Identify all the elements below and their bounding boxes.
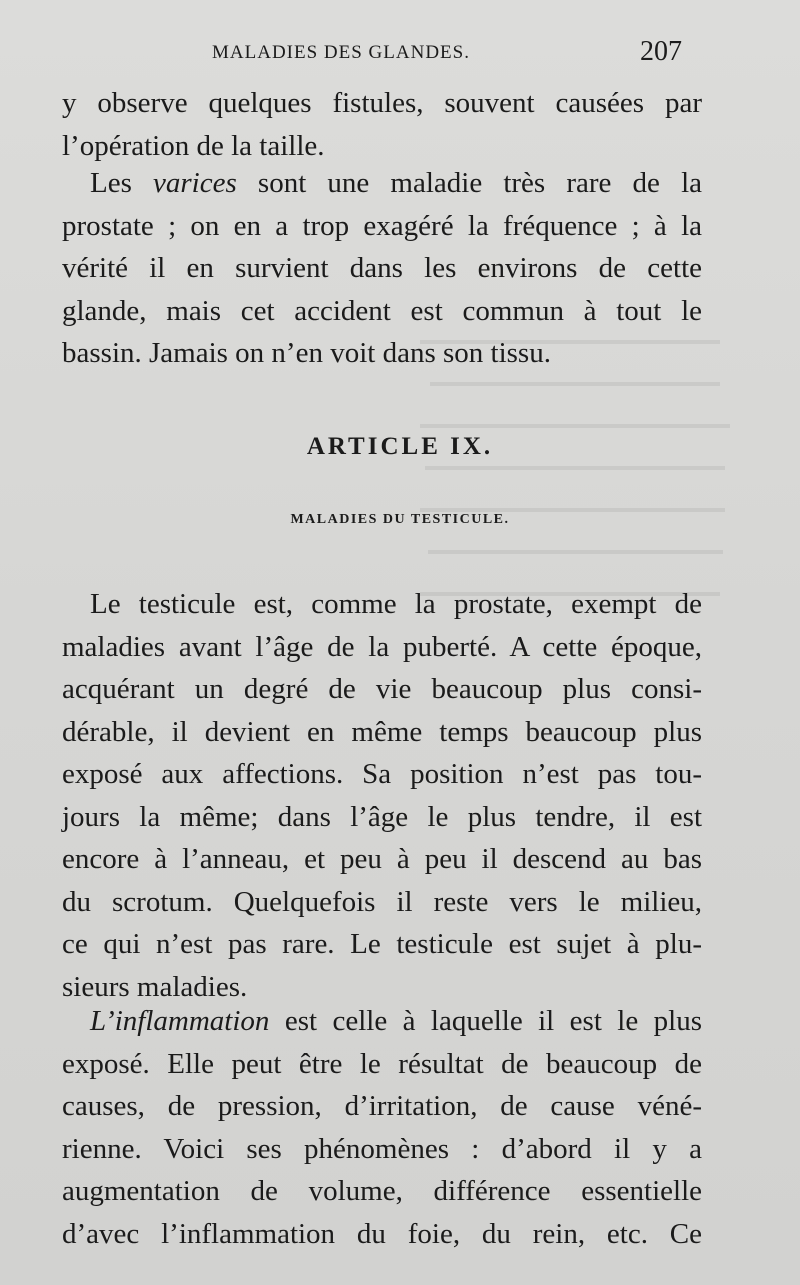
text-line: sieurs maladies.	[62, 970, 248, 1003]
article-heading: ARTICLE IX.	[306, 433, 494, 460]
text-line: exposé. Elle peut être le résultat de beaucoup de	[62, 1047, 702, 1080]
page-number: 207	[640, 36, 682, 67]
paragraph-testicule	[62, 583, 702, 1008]
paragraph-varices	[62, 162, 702, 375]
text-line: d’avec l’inflammation du foie, du rein, etc. Ce	[62, 1217, 702, 1250]
text-run: Les	[90, 167, 154, 199]
text-line: y observe quelques fistules, souvent causées par	[62, 87, 702, 119]
text-line: ce qui n’est pas rare. Le testicule est sujet à plu-	[62, 928, 702, 960]
text-run: sont une maladie très rare de la	[236, 167, 702, 199]
text-line: rienne. Voici ses phénomènes : d’abord il y a	[62, 1132, 702, 1165]
running-title: MALADIES DES GLANDES.	[212, 42, 470, 63]
text-line: du scrotum. Quelquefois il reste vers le milieu,	[62, 885, 702, 918]
text-line: vérité il en survient dans les environs de cette	[62, 252, 702, 284]
text-line	[62, 162, 702, 205]
text-line: Le testicule est, comme la prostate, exempt de	[90, 588, 702, 620]
section-heading: MALADIES DU TESTICULE.	[290, 512, 510, 527]
text-line	[62, 1000, 702, 1043]
running-head	[0, 36, 800, 70]
text-line: encore à l’anneau, et peu à peu il descend au bas	[62, 843, 702, 875]
text-line: acquérant un degré de vie beaucoup plus consi-	[62, 673, 702, 705]
text-line: bassin. Jamais on n’en voit dans son tissu.	[62, 337, 551, 369]
text-line: exposé aux affections. Sa position n’est pas tou-	[62, 758, 702, 790]
text-line: l’opération de la taille.	[62, 129, 325, 162]
text-line: augmentation de volume, différence essentielle	[62, 1175, 702, 1207]
text-line: maladies avant l’âge de la puberté. A cette époque,	[62, 630, 702, 663]
text-line: glande, mais cet accident est commun à tout le	[62, 294, 702, 327]
paragraph-inflammation	[62, 1000, 702, 1255]
text-run: est celle à laquelle il est le plus	[269, 1005, 702, 1037]
text-line: prostate ; on en a trop exagéré la fréquence ; à la	[62, 209, 702, 242]
text-line: jours la même; dans l’âge le plus tendre, il est	[62, 800, 702, 833]
italic-term: L’inflammation	[90, 1005, 270, 1037]
text-line: causes, de pression, d’irritation, de cause véné-	[62, 1090, 702, 1122]
paragraph-continuation	[62, 82, 702, 167]
text-line: dérable, il devient en même temps beaucoup plus	[62, 715, 702, 748]
italic-term: varices	[153, 167, 237, 199]
